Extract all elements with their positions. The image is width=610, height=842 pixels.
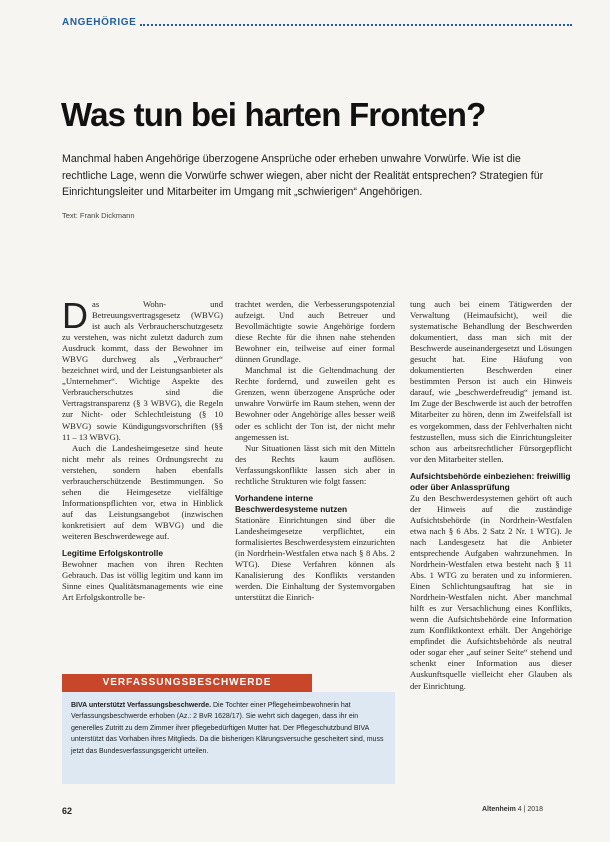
article-byline: Text: Frank Dickmann [62, 211, 135, 220]
column-3 [410, 299, 572, 692]
article-title: Was tun bei harten Fronten? [61, 96, 486, 133]
paragraph-text: as Wohn- und Betreuungsvertragsgesetz (WBVG) ist auch als Verbraucherschutzgesetz zu verstehen, was nicht zuletzt dadurch zum Ausdruck kommt, dass der Bewohner im WBVG durchweg als „Verbraucher“ bezeichnet wird, und der Leistungsanbieter als „Unternehmer“. Wichtige Aspekte des Verbraucherschutzes sind die Vertragstransparenz (§ 3 WBVG), die Regeln zur Nicht- oder Schlechtleistung (§ 10 WBVG) sowie Kündigungsvorschriften (§§ 11 – 13 WBVG). [62, 299, 223, 442]
drop-cap: D [62, 295, 88, 336]
page-number: 62 [62, 806, 73, 816]
subheading: Aufsichtsbehörde einbeziehen: freiwillig oder über Anlassprüfung [410, 470, 571, 492]
article-lead: Manchmal haben Angehörige überzogene Ansprüche oder erheben unwahre Vorwürfe. Wie ist die rechtliche Lage, wenn die Vorwürfe schwer wiegen, aber nicht der Realität entsprechen? Strategien für Einrichtungsleiter und Mitarbeiter im Umgang mit „schwierigen“ Angehörigen. [62, 153, 544, 198]
magazine-name: Altenheim [482, 806, 516, 813]
info-box-lead: BIVA unterstützt Verfassungsbeschwerde. [71, 702, 212, 709]
section-rubric: ANGEHÖRIGE [62, 17, 137, 28]
paragraph: Zu den Beschwerdesystemen gehört oft auch der Hinweis auf die zuständige Aufsichtsbehörde (in Nordrhein-Westfalen etwa nach § 6 Abs. 2 Satz 2 Nr. 1 WTG). Je nach Landesgesetz hat die Anbieter entsprechende Aufgaben wahrzunehmen. In Nordrhein-Westfalen etwa besteht nach § 11 Abs. 1 WTG zu beraten und zu informieren. Einen Schlichtungsauftrag hat sie in Nordrhein-Westfalen nicht. Aber manchmal hilft es zur Versachlichung eines Konflikts, wenn die Aufsichtsbehörde eine Information zum Konfliktkontext erhält. Der Angehörige empfindet die Aufsichtsbehörde als neutral oder sogar eher „auf seiner Seite“ stehend und schenkt einer Information aus dieser Auskunftsquelle vielleicht eher Glauben als der Einrichtung. [410, 492, 572, 691]
paragraph: Nur Situationen lässt sich mit den Mitteln des Rechts kaum auflösen. Verfassungskonflikte lassen sich aber in rechtliche Strukturen wie folgt fassen: [235, 442, 395, 486]
paragraph: Manchmal ist die Geltendmachung der Rechte fordernd, und zuweilen geht es Grenzen, wenn überzogene Ansprüche oder unwahre Vorwürfe im Raum stehen, wenn der Bewohner oder Angehörige alles besser weiß oder es schlicht der Ton ist, der nicht mehr angemessen ist. [235, 365, 395, 442]
info-box-text: Die Tochter einer Pflegeheimbewohnerin hat Verfassungsbeschwerde erhoben (Az.: 2 BvR 1628/17). Sie wehrt sich dagegen, dass ihr ein generelles Zutritt zu dem Zimmer ihrer pflegebedürftigen Mutter hat. Der Pflegeschutzbund BIVA unterstützt das Vorhaben ihres Mitglieds. Da die bisherigen Klärungsversuche gescheitert sind, muss jetzt das Bundesverfassungsgericht urteilen. [71, 702, 384, 755]
paragraph: Stationäre Einrichtungen sind über die Landesheimgesetze verpflichtet, ein formalisiertes Beschwerdesystem einzurichten (in Nordrhein-Westfalen etwa nach § 8 Abs. 2 WTG). Diese Verfahren können als Kanalisierung des Konflikts verstanden werden. Die Einhaltung der Systemvorgaben unterstützt die Einrich- [235, 514, 395, 603]
subheading: Legitime Erfolgskontrolle [62, 548, 163, 559]
paragraph [62, 295, 223, 443]
subheading: Vorhandene interne Beschwerdesysteme nutzen [235, 492, 348, 514]
paragraph: tung auch bei einem Tätigwerden der Verwaltung (Heimaufsicht), weil die systematische Behandlung der Beschwerden dokumentiert, dass man sich mit der Beschwerde auseinandergesetzt und Lösungen gesucht hat. Eine Häufung von dokumentierten Beschwerden einer bestimmten Person ist auch ein Hinweis darauf, wie „beschwerdefreudig“ jemand ist. Im Zuge der Beschwerde ist auch der betroffen Mitarbeiter zu hören, denn im Zweifelsfall ist es vorgekommen, dass der Fehlverhalten nicht festzustellen, muss sich die Einrichtungsleiter schon aus arbeitsrechtlicher Fürsorgepflicht vor den Mitarbeiter stellen. [410, 299, 572, 464]
footer-magazine [482, 806, 543, 813]
column-1 [62, 295, 223, 603]
column-2 [235, 299, 395, 603]
rubric-dotted-rule [140, 24, 572, 26]
paragraph: Bewohner machen von ihren Rechten Gebrauch. Das ist völlig legitim und kann im Sinne eines Qualitätsmanagements wie eine Art Erfolgskontrolle be- [62, 559, 223, 603]
magazine-issue: 4 | 2018 [517, 806, 543, 813]
info-box-heading: VERFASSUNGSBESCHWERDE [62, 674, 312, 692]
paragraph: trachtet werden, die Verbesserungspotenzial aufzeigt. Und auch Betreuer und Bevollmächtigte sowie Angehörige fordern diese Rechte für die ihnen nahe stehenden Bewohner ein, teilweise auf einer formal dünnen Grundlage. [235, 299, 395, 365]
paragraph: Auch die Landesheimgesetze sind heute nicht mehr als reines Ordnungsrecht zu verstehen, sondern haben ebenfalls verbraucherschützende Bestimmungen. So sehen die Heimgesetze vielfältige Informationspflichten vor, etwa in Hinblick auf das Leistungsangebot (inzwischen konkretisiert auf dem WBVG) und die weiteren Beschwerdewege auf. [62, 442, 223, 541]
info-box [62, 692, 395, 784]
